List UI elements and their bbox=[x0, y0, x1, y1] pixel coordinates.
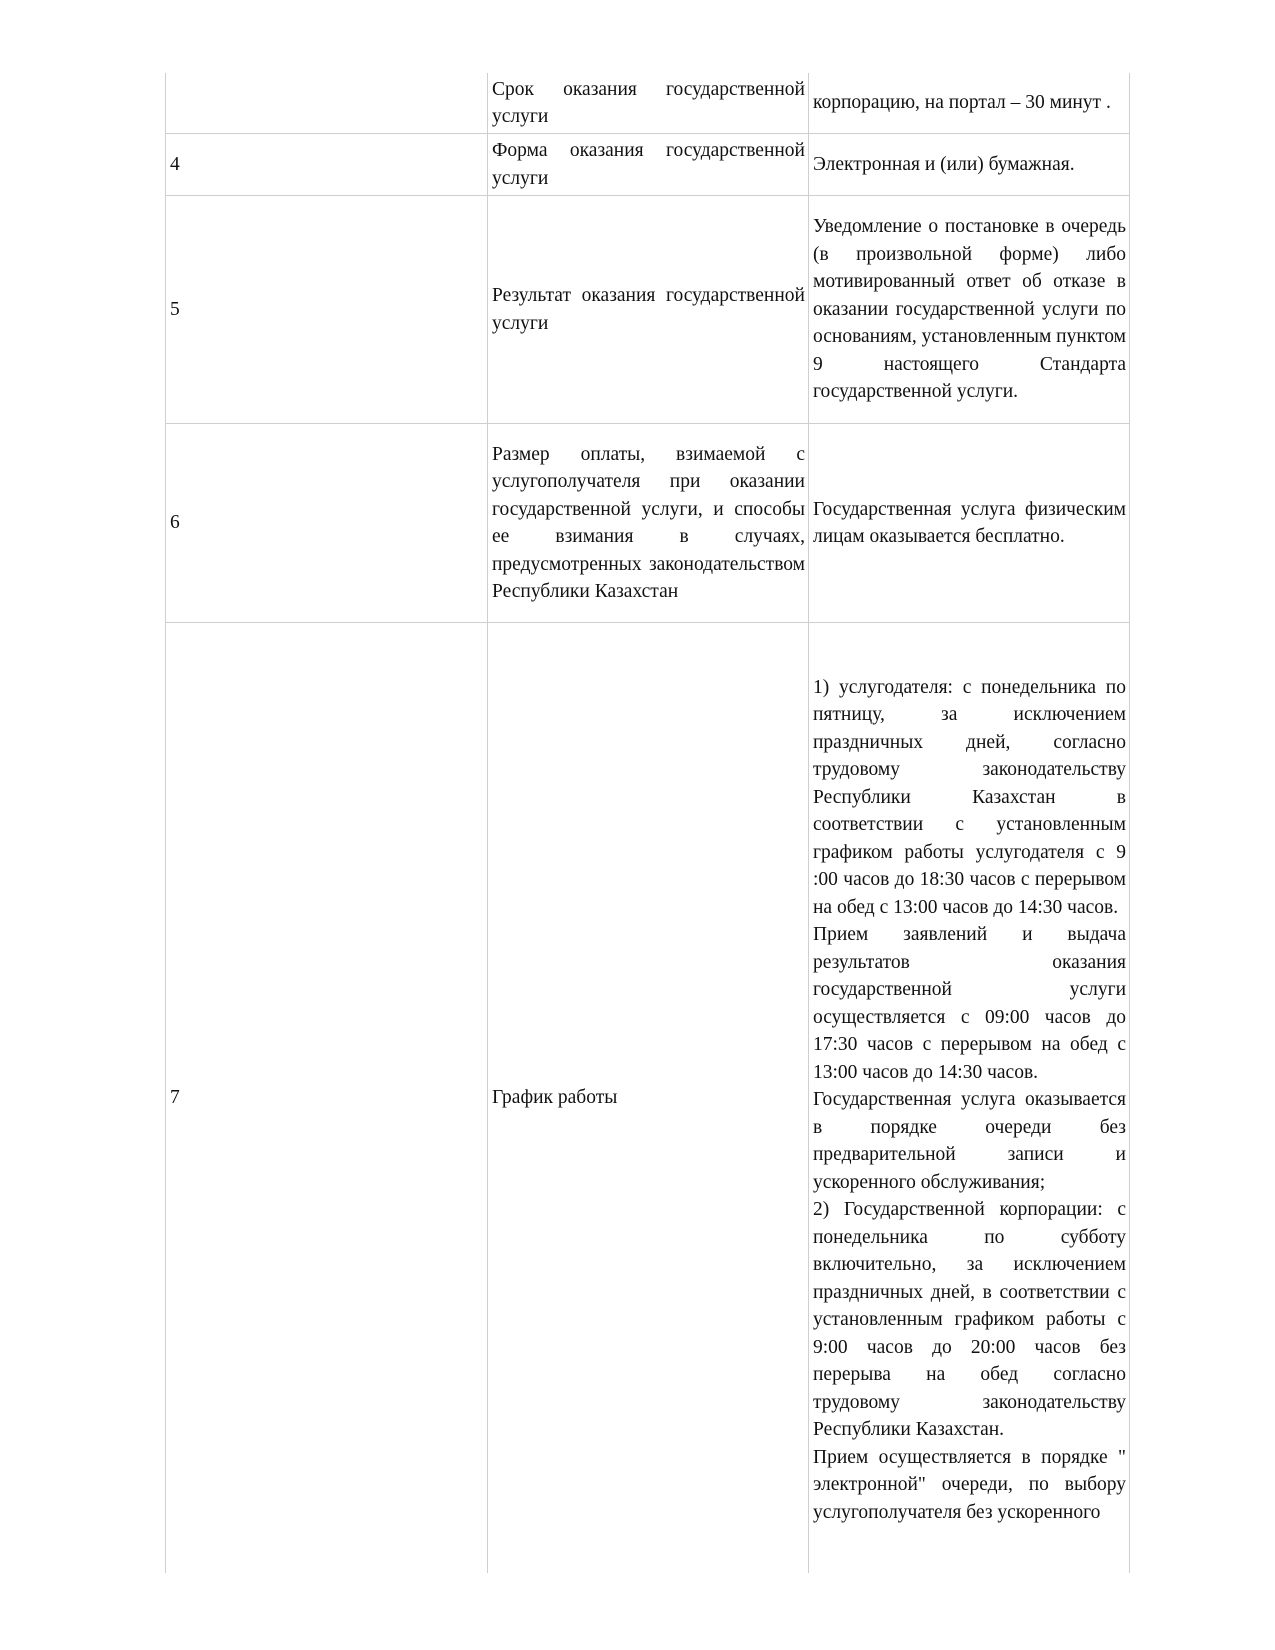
row-number-cell: 6 bbox=[166, 424, 488, 623]
row-label-cell: Срок оказания государственной услуги bbox=[488, 73, 809, 134]
table-row bbox=[166, 196, 1130, 424]
row-label-cell: Размер оплаты, взимаемой с услугополучателя при оказании государственной услуги, и способы ее взимания в случаях, предусмотренных законодательством Республики Казахстан bbox=[488, 424, 809, 623]
table-row bbox=[166, 134, 1130, 196]
value-paragraph: Уведомление о постановке в очередь (в произвольной форме) либо мотивированный ответ об отказе в оказании государственной услуги по основаниям, установленным пунктом 9 настоящего Стандарта государственной услуги. bbox=[813, 216, 1126, 403]
row-number-cell: 7 bbox=[166, 623, 488, 1574]
table-row bbox=[166, 424, 1130, 623]
row-value-cell bbox=[809, 134, 1130, 196]
value-paragraph: корпорацию, на портал – 30 минут . bbox=[813, 92, 1111, 114]
row-label-cell: Результат оказания государственной услуги bbox=[488, 196, 809, 424]
row-value-cell bbox=[809, 623, 1130, 1574]
value-paragraph: Прием заявлений и выдача результатов оказания государственной услуги осуществляется с 09:00 часов до 17:30 часов с перерывом на обед с 13:00 часов до 14:30 часов. bbox=[813, 924, 1126, 1083]
value-paragraph: Государственная услуга физическим лицам оказывается бесплатно. bbox=[813, 498, 1126, 547]
row-label-cell: График работы bbox=[488, 623, 809, 1574]
value-paragraph: 2) Государственной корпорации: с понедельника по субботу включительно, за исключением праздничных дней, в соответствии с установленным графиком работы с 9:00 часов до 20:00 часов без перерыва на обед согласно трудовому законодательству Республики Казахстан. bbox=[813, 1199, 1126, 1441]
value-paragraph: Электронная и (или) бумажная. bbox=[813, 153, 1075, 175]
value-paragraph: Прием осуществляется в порядке " электронной" очереди, по выбору услугополучателя без ускоренного bbox=[813, 1446, 1126, 1523]
row-number-cell: 4 bbox=[166, 134, 488, 196]
row-number-cell bbox=[166, 73, 488, 134]
row-number-cell: 5 bbox=[166, 196, 488, 424]
row-label-cell: Форма оказания государственной услуги bbox=[488, 134, 809, 196]
row-value-cell bbox=[809, 73, 1130, 134]
row-value-cell bbox=[809, 424, 1130, 623]
value-paragraph: Государственная услуга оказывается в порядке очереди без предварительной записи и ускоренного обслуживания; bbox=[813, 1089, 1126, 1193]
value-paragraph: 1) услугодателя: с понедельника по пятницу, за исключением праздничных дней, согласно трудовому законодательству Республики Казахстан в соответствии с установленным графиком работы услугодателя с 9 :00 часов до 18:30 часов с перерывом на обед с 13:00 часов до 14:30 часов. bbox=[813, 676, 1126, 918]
table-row bbox=[166, 73, 1130, 134]
service-standard-table bbox=[165, 73, 1130, 1573]
table-row bbox=[166, 623, 1130, 1574]
row-value-cell bbox=[809, 196, 1130, 424]
